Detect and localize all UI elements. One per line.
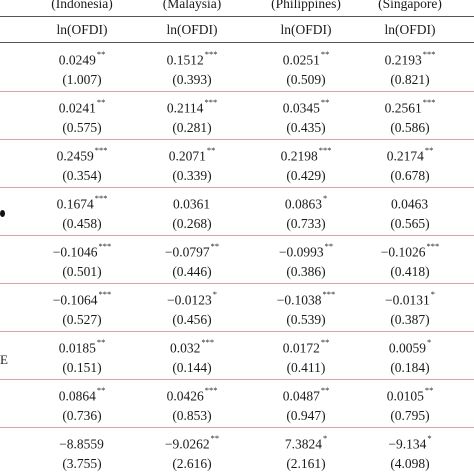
standard-error-cell: (2.161) (286, 456, 326, 471)
header-bottom-rule (0, 42, 474, 43)
header-country: (Malaysia) (162, 0, 222, 11)
coefficient-value: 0.0863 (284, 196, 322, 212)
standard-error-row (0, 212, 474, 236)
standard-error-cell: (0.386) (286, 264, 326, 279)
standard-error-cell: (0.411) (286, 360, 326, 375)
standard-error-row (0, 164, 474, 188)
standard-error-row (0, 260, 474, 284)
coefficient-cell (340, 140, 474, 164)
significance-stars: *** (94, 145, 108, 155)
coefficient-row (0, 44, 474, 68)
coefficient-row (0, 140, 474, 164)
standard-error-cell: (0.281) (172, 120, 212, 135)
coefficient-value: −0.0131 (385, 292, 430, 308)
significance-stars: *** (318, 145, 332, 155)
coefficient-value: −0.0797 (164, 244, 210, 260)
header-rule (0, 16, 474, 17)
coefficient-value: −0.0123 (167, 292, 212, 308)
standard-error-cell: (1.007) (62, 72, 102, 87)
significance-stars: ** (96, 385, 106, 395)
standard-error-cell: (0.575) (62, 120, 102, 135)
standard-error-cell: (0.184) (390, 360, 430, 375)
significance-stars: *** (204, 385, 218, 395)
significance-stars: ** (320, 49, 330, 59)
coefficient-cell (340, 236, 474, 260)
coefficient-value: −9.134 (388, 436, 427, 452)
standard-error-cell: (0.509) (286, 72, 326, 87)
coefficient-value: 0.2561 (384, 100, 422, 116)
standard-error-cell: (0.565) (390, 216, 430, 231)
coefficient-row (0, 332, 474, 356)
standard-error-cell: (0.821) (390, 72, 430, 87)
coefficient-cell (340, 332, 474, 356)
significance-stars: ** (324, 241, 334, 251)
standard-error-cell: (0.527) (62, 312, 102, 327)
significance-stars: *** (98, 289, 112, 299)
coefficient-row (0, 92, 474, 116)
stub-fragment-letter: E (0, 352, 8, 367)
coefficient-value: −0.1046 (52, 244, 98, 260)
coefficient-cell (340, 380, 474, 404)
coefficient-value: 0.0864 (58, 388, 96, 404)
standard-error-row (0, 452, 474, 476)
standard-error-cell: (0.268) (172, 216, 212, 231)
coefficient-value: 7.3824 (284, 436, 322, 452)
stub-fragment-mark (0, 210, 5, 217)
coefficient-value: 0.0249 (58, 52, 96, 68)
standard-error-cell: (0.144) (172, 360, 212, 375)
standard-error-cell: (2.616) (172, 456, 212, 471)
coefficient-value: −0.0993 (278, 244, 324, 260)
significance-stars: * (322, 193, 328, 203)
standard-error-cell: (0.853) (172, 408, 212, 423)
standard-error-cell: (0.733) (286, 216, 326, 231)
coefficient-value: 0.2198 (280, 148, 318, 164)
coefficient-value: 0.0185 (58, 340, 96, 356)
significance-stars: *** (322, 289, 336, 299)
significance-stars: ** (424, 145, 434, 155)
standard-error-cell: (0.354) (62, 168, 102, 183)
coefficient-row (0, 380, 474, 404)
coefficient-value: 0.0463 (390, 196, 429, 212)
standard-error-row (0, 356, 474, 380)
significance-stars: * (426, 337, 432, 347)
coefficient-row (0, 236, 474, 260)
coefficient-value: 0.2193 (384, 52, 422, 68)
standard-error-cell: (0.418) (390, 264, 430, 279)
significance-stars: ** (96, 49, 106, 59)
coefficient-value: −0.1026 (380, 244, 426, 260)
coefficient-value: 0.032 (169, 340, 201, 356)
standard-error-cell: (0.435) (286, 120, 326, 135)
significance-stars: ** (210, 241, 220, 251)
coefficient-value: 0.2459 (56, 148, 94, 164)
coefficient-value: 0.2071 (168, 148, 206, 164)
significance-stars: *** (94, 193, 108, 203)
standard-error-cell: (0.446) (172, 264, 212, 279)
significance-stars: *** (98, 241, 112, 251)
coefficient-value: 0.0251 (282, 52, 320, 68)
standard-error-cell: (0.795) (390, 408, 430, 423)
coefficient-row (0, 428, 474, 452)
significance-stars: *** (426, 241, 440, 251)
coefficient-value: 0.0172 (282, 340, 320, 356)
header-dependent: ln(OFDI) (166, 22, 218, 37)
standard-error-row (0, 68, 474, 92)
significance-stars: * (212, 289, 217, 299)
standard-error-cell: (0.393) (172, 72, 212, 87)
coefficient-value: 0.0059 (388, 340, 426, 356)
significance-stars: * (430, 289, 435, 299)
coefficient-value: 0.0241 (58, 100, 96, 116)
header-country: (Philippines) (271, 0, 341, 11)
significance-stars: *** (422, 49, 436, 59)
standard-error-cell: (0.586) (390, 120, 430, 135)
header-dependent: ln(OFDI) (56, 22, 108, 37)
coefficient-cell (340, 44, 474, 68)
significance-stars: ** (424, 385, 434, 395)
significance-stars: ** (320, 385, 330, 395)
standard-error-cell: (0.339) (172, 168, 212, 183)
significance-stars: ** (96, 337, 106, 347)
significance-stars: *** (422, 97, 436, 107)
standard-error-row (0, 404, 474, 428)
coefficient-value: 0.1512 (166, 52, 204, 68)
coefficient-value: 0.0345 (282, 100, 320, 116)
header-country-row (0, 0, 474, 16)
coefficient-value: 0.2114 (166, 100, 204, 116)
coefficient-row (0, 284, 474, 308)
coefficient-value: 0.0361 (172, 196, 211, 212)
standard-error-cell: (0.501) (62, 264, 102, 279)
significance-stars: * (427, 433, 432, 443)
standard-error-row (0, 308, 474, 332)
coefficient-row (0, 188, 474, 212)
coefficient-value: −0.1038 (276, 292, 322, 308)
coefficient-value: 0.1674 (56, 196, 94, 212)
significance-stars: ** (320, 97, 330, 107)
coefficient-value: 0.0487 (282, 388, 320, 404)
header-country: (Indonesia) (51, 0, 113, 11)
standard-error-cell: (0.539) (286, 312, 326, 327)
coefficient-value: −0.1064 (52, 292, 98, 308)
standard-error-cell: (0.458) (62, 216, 102, 231)
coefficient-value: 0.0105 (386, 388, 424, 404)
coefficient-cell (340, 428, 474, 452)
coefficient-value: 0.2174 (386, 148, 424, 164)
significance-stars: ** (206, 145, 216, 155)
coefficient-value: 0.0426 (166, 388, 204, 404)
coefficient-cell (340, 92, 474, 116)
coefficient-value: −9.0262 (164, 436, 210, 452)
standard-error-cell: (0.736) (62, 408, 102, 423)
header-country: (Singapore) (378, 0, 442, 11)
coefficient-cell (340, 188, 474, 212)
standard-error-cell: (0.429) (286, 168, 326, 183)
standard-error-cell: (0.387) (390, 312, 430, 327)
significance-stars: ** (96, 97, 106, 107)
standard-error-row (0, 116, 474, 140)
standard-error-cell: (3.755) (62, 456, 102, 471)
significance-stars: * (322, 433, 328, 443)
header-dependent: ln(OFDI) (384, 22, 436, 37)
standard-error-cell: (0.678) (390, 168, 430, 183)
coefficient-cell (340, 284, 474, 308)
standard-error-cell: (4.098) (390, 456, 430, 471)
coefficient-value: −8.8559 (59, 436, 104, 452)
significance-stars: ** (210, 433, 220, 443)
significance-stars: *** (201, 337, 215, 347)
significance-stars: *** (204, 97, 218, 107)
standard-error-cell: (0.151) (62, 360, 102, 375)
header-dependent-row (0, 18, 474, 42)
standard-error-cell: (0.456) (172, 312, 212, 327)
standard-error-cell: (0.947) (286, 408, 326, 423)
significance-stars: ** (320, 337, 330, 347)
significance-stars: *** (204, 49, 218, 59)
header-dependent: ln(OFDI) (280, 22, 332, 37)
